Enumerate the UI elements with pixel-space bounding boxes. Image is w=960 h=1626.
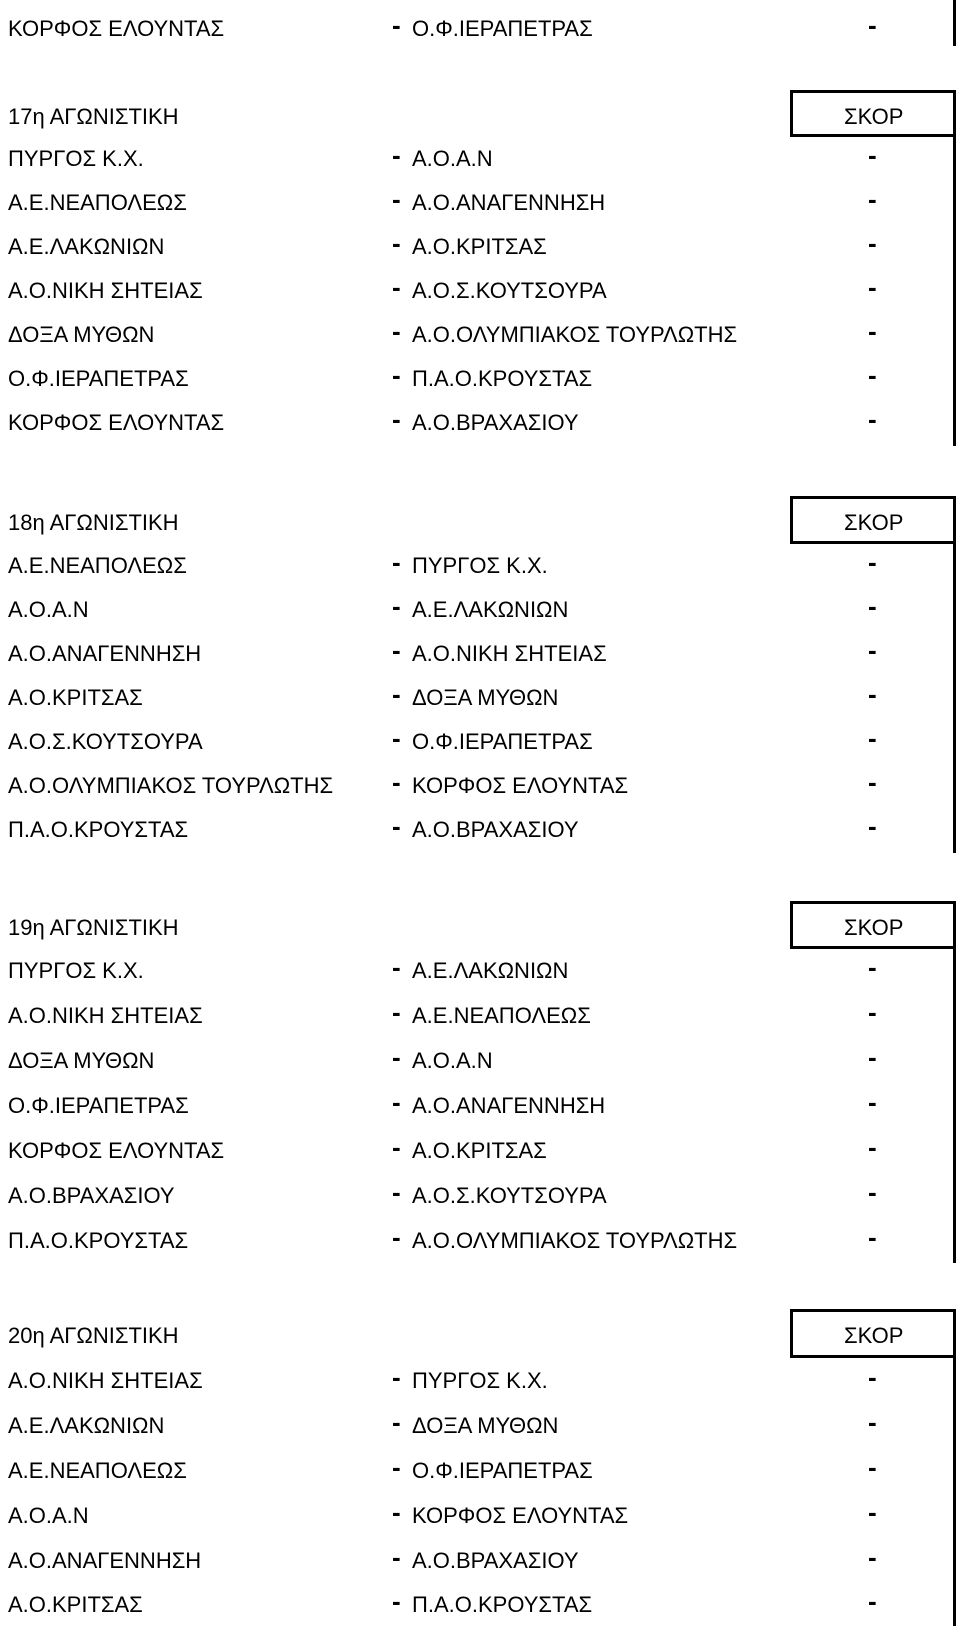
home-team: Α.Ε.ΛΑΚΩΝΙΩΝ — [8, 234, 165, 259]
home-team: ΚΟΡΦΟΣ ΕΛΟΥΝΤΑΣ — [8, 1138, 225, 1163]
vs-separator: - — [392, 811, 401, 841]
score-cell: - — [868, 1407, 877, 1437]
vs-separator: - — [392, 723, 401, 753]
score-column-right-border — [953, 496, 956, 853]
match-row — [0, 948, 960, 992]
home-team: Α.Ε.ΛΑΚΩΝΙΩΝ — [8, 1413, 165, 1438]
away-team: Α.Ο.ΚΡΙΤΣΑΣ — [412, 1138, 547, 1163]
score-cell: - — [868, 1087, 877, 1117]
score-column-left-border — [790, 496, 793, 543]
away-team: ΠΥΡΓΟΣ Κ.Χ. — [412, 553, 548, 578]
match-row — [0, 180, 960, 224]
match-row — [0, 312, 960, 356]
away-team: Α.Ε.ΛΑΚΩΝΙΩΝ — [412, 958, 569, 983]
vs-separator: - — [392, 1087, 401, 1117]
vs-separator: - — [392, 184, 401, 214]
home-team: Α.Ο.ΚΡΙΤΣΑΣ — [8, 685, 143, 710]
match-row — [0, 1083, 960, 1127]
score-cell: - — [868, 1542, 877, 1572]
round-header — [0, 1311, 960, 1355]
round-header — [0, 903, 960, 947]
score-column-right-border — [953, 90, 956, 446]
home-team: Π.Α.Ο.ΚΡΟΥΣΤΑΣ — [8, 1228, 189, 1253]
home-team: Α.Ο.ΟΛΥΜΠΙΑΚΟΣ ΤΟΥΡΛΩΤΗΣ — [8, 773, 334, 798]
vs-separator: - — [392, 1497, 401, 1527]
match-row — [0, 1358, 960, 1402]
score-header: ΣΚΟΡ — [844, 1323, 904, 1348]
vs-separator: - — [392, 635, 401, 665]
score-column-left-border — [790, 1309, 793, 1358]
round-header — [0, 92, 960, 136]
home-team: Α.Ο.Α.Ν — [8, 597, 89, 622]
vs-separator: - — [392, 1177, 401, 1207]
away-team: Α.Ο.ΝΙΚΗ ΣΗΤΕΙΑΣ — [412, 641, 607, 666]
score-cell: - — [868, 1132, 877, 1162]
round-title: 19η ΑΓΩΝΙΣΤΙΚΗ — [8, 915, 179, 940]
score-cell: - — [868, 811, 877, 841]
vs-separator: - — [392, 1407, 401, 1437]
score-header-top-border — [790, 496, 956, 499]
score-cell: - — [868, 547, 877, 577]
score-cell: - — [868, 316, 877, 346]
away-team: Π.Α.Ο.ΚΡΟΥΣΤΑΣ — [412, 366, 593, 391]
vs-separator: - — [392, 547, 401, 577]
match-row — [0, 1493, 960, 1537]
home-team: ΔΟΞΑ ΜΥΘΩΝ — [8, 1048, 155, 1073]
round-title: 20η ΑΓΩΝΙΣΤΙΚΗ — [8, 1323, 179, 1348]
away-team: Α.Ο.ΒΡΑΧΑΣΙΟΥ — [412, 817, 579, 842]
home-team: Α.Ο.ΝΙΚΗ ΣΗΤΕΙΑΣ — [8, 1368, 203, 1393]
vs-separator: - — [392, 272, 401, 302]
vs-separator: - — [392, 591, 401, 621]
vs-separator: - — [392, 1132, 401, 1162]
away-team: Α.Ο.ΟΛΥΜΠΙΑΚΟΣ ΤΟΥΡΛΩΤΗΣ — [412, 1228, 738, 1253]
match-row — [0, 993, 960, 1037]
match-row — [0, 1128, 960, 1172]
home-team: ΔΟΞΑ ΜΥΘΩΝ — [8, 322, 155, 347]
match-row — [0, 1173, 960, 1217]
away-team: ΠΥΡΓΟΣ Κ.Χ. — [412, 1368, 548, 1393]
away-team: Α.Ο.Α.Ν — [412, 1048, 493, 1073]
score-column-border — [953, 0, 956, 46]
score-cell: - — [868, 591, 877, 621]
match-row — [0, 719, 960, 763]
score-cell: - — [868, 228, 877, 258]
away-team: Α.Ο.ΚΡΙΤΣΑΣ — [412, 234, 547, 259]
away-team: Α.Ο.ΒΡΑΧΑΣΙΟΥ — [412, 410, 579, 435]
match-row — [0, 1582, 960, 1626]
away-team: ΔΟΞΑ ΜΥΘΩΝ — [412, 1413, 559, 1438]
away-team: Α.Ε.ΝΕΑΠΟΛΕΩΣ — [412, 1003, 591, 1028]
score-header-top-border — [790, 901, 956, 904]
round-title: 18η ΑΓΩΝΙΣΤΙΚΗ — [8, 510, 179, 535]
vs-separator: - — [392, 1362, 401, 1392]
away-team: Α.Ο.Σ.ΚΟΥΤΣΟΥΡΑ — [412, 1183, 607, 1208]
vs-separator: - — [392, 997, 401, 1027]
vs-separator: - — [392, 767, 401, 797]
vs-separator: - — [392, 404, 401, 434]
vs-separator: - — [392, 1222, 401, 1252]
away-team: ΚΟΡΦΟΣ ΕΛΟΥΝΤΑΣ — [412, 1503, 629, 1528]
match-row — [0, 1448, 960, 1492]
score-header: ΣΚΟΡ — [844, 510, 904, 535]
home-team: Α.Ο.ΒΡΑΧΑΣΙΟΥ — [8, 1183, 175, 1208]
match-row — [0, 631, 960, 675]
home-team: Α.Ο.ΑΝΑΓΕΝΝΗΣΗ — [8, 641, 202, 666]
round-title: 17η ΑΓΩΝΙΣΤΙΚΗ — [8, 104, 179, 129]
score-header: ΣΚΟΡ — [844, 915, 904, 940]
away-team: Α.Ο.Σ.ΚΟΥΤΣΟΥΡΑ — [412, 278, 607, 303]
vs-separator: - — [392, 10, 401, 40]
home-team: Α.Ε.ΝΕΑΠΟΛΕΩΣ — [8, 190, 187, 215]
vs-separator: - — [392, 360, 401, 390]
score-cell: - — [868, 1222, 877, 1252]
match-row — [0, 675, 960, 719]
match-row — [0, 807, 960, 851]
match-row — [0, 356, 960, 400]
match-row — [0, 268, 960, 312]
vs-separator: - — [392, 679, 401, 709]
score-cell: - — [868, 1042, 877, 1072]
away-team: Α.Ο.ΑΝΑΓΕΝΝΗΣΗ — [412, 1093, 606, 1118]
match-row — [0, 1218, 960, 1262]
score-header-bottom-border — [790, 134, 956, 137]
score-cell: - — [868, 1497, 877, 1527]
home-team: Π.Α.Ο.ΚΡΟΥΣΤΑΣ — [8, 817, 189, 842]
away-team: Ο.Φ.ΙΕΡΑΠΕΤΡΑΣ — [412, 1458, 593, 1483]
home-team: ΠΥΡΓΟΣ Κ.Χ. — [8, 958, 144, 983]
score-cell: - — [868, 997, 877, 1027]
match-row — [0, 587, 960, 631]
score-cell: - — [868, 1586, 877, 1616]
home-team: Α.Ο.ΚΡΙΤΣΑΣ — [8, 1592, 143, 1617]
score-header-bottom-border — [790, 541, 956, 544]
match-row — [0, 400, 960, 444]
vs-separator: - — [392, 1586, 401, 1616]
score-column-right-border — [953, 901, 956, 1263]
score-cell: - — [868, 1452, 877, 1482]
away-team: Α.Ο.ΒΡΑΧΑΣΙΟΥ — [412, 1548, 579, 1573]
away-team: Α.Ο.ΑΝΑΓΕΝΝΗΣΗ — [412, 190, 606, 215]
away-team: Α.Ο.ΟΛΥΜΠΙΑΚΟΣ ΤΟΥΡΛΩΤΗΣ — [412, 322, 738, 347]
home-team: ΚΟΡΦΟΣ ΕΛΟΥΝΤΑΣ — [8, 16, 225, 41]
score-header-bottom-border — [790, 946, 956, 949]
home-team: Α.Ο.Α.Ν — [8, 1503, 89, 1528]
score-cell: - — [868, 404, 877, 434]
away-team: Ο.Φ.ΙΕΡΑΠΕΤΡΑΣ — [412, 16, 593, 41]
score-cell: - — [868, 360, 877, 390]
score-header: ΣΚΟΡ — [844, 104, 904, 129]
score-cell: - — [868, 184, 877, 214]
score-header-top-border — [790, 1309, 956, 1312]
round-header — [0, 498, 960, 542]
away-team: Π.Α.Ο.ΚΡΟΥΣΤΑΣ — [412, 1592, 593, 1617]
score-column-right-border — [953, 1309, 956, 1626]
score-cell: - — [868, 635, 877, 665]
score-cell: - — [868, 140, 877, 170]
match-row — [0, 1538, 960, 1582]
score-column-left-border — [790, 901, 793, 948]
score-header-bottom-border — [790, 1355, 956, 1358]
away-team: ΔΟΞΑ ΜΥΘΩΝ — [412, 685, 559, 710]
away-team: ΚΟΡΦΟΣ ΕΛΟΥΝΤΑΣ — [412, 773, 629, 798]
away-team: Α.Ο.Α.Ν — [412, 146, 493, 171]
score-header-top-border — [790, 90, 956, 93]
home-team: Α.Ε.ΝΕΑΠΟΛΕΩΣ — [8, 1458, 187, 1483]
match-row — [0, 543, 960, 587]
home-team: Α.Ο.ΝΙΚΗ ΣΗΤΕΙΑΣ — [8, 278, 203, 303]
vs-separator: - — [392, 140, 401, 170]
score-cell: - — [868, 1177, 877, 1207]
match-row — [0, 6, 960, 50]
score-cell: - — [868, 723, 877, 753]
home-team: ΠΥΡΓΟΣ Κ.Χ. — [8, 146, 144, 171]
vs-separator: - — [392, 1042, 401, 1072]
score-cell: - — [868, 10, 877, 40]
match-row — [0, 1403, 960, 1447]
home-team: ΚΟΡΦΟΣ ΕΛΟΥΝΤΑΣ — [8, 410, 225, 435]
vs-separator: - — [392, 952, 401, 982]
score-cell: - — [868, 952, 877, 982]
vs-separator: - — [392, 228, 401, 258]
vs-separator: - — [392, 1452, 401, 1482]
score-column-left-border — [790, 90, 793, 136]
away-team: Α.Ε.ΛΑΚΩΝΙΩΝ — [412, 597, 569, 622]
home-team: Ο.Φ.ΙΕΡΑΠΕΤΡΑΣ — [8, 366, 189, 391]
score-cell: - — [868, 272, 877, 302]
match-row — [0, 224, 960, 268]
home-team: Α.Ο.ΑΝΑΓΕΝΝΗΣΗ — [8, 1548, 202, 1573]
score-cell: - — [868, 679, 877, 709]
vs-separator: - — [392, 316, 401, 346]
match-row — [0, 763, 960, 807]
home-team: Ο.Φ.ΙΕΡΑΠΕΤΡΑΣ — [8, 1093, 189, 1118]
home-team: Α.Ε.ΝΕΑΠΟΛΕΩΣ — [8, 553, 187, 578]
match-row — [0, 136, 960, 180]
away-team: Ο.Φ.ΙΕΡΑΠΕΤΡΑΣ — [412, 729, 593, 754]
home-team: Α.Ο.ΝΙΚΗ ΣΗΤΕΙΑΣ — [8, 1003, 203, 1028]
home-team: Α.Ο.Σ.ΚΟΥΤΣΟΥΡΑ — [8, 729, 203, 754]
score-cell: - — [868, 767, 877, 797]
match-row — [0, 1038, 960, 1082]
vs-separator: - — [392, 1542, 401, 1572]
score-cell: - — [868, 1362, 877, 1392]
